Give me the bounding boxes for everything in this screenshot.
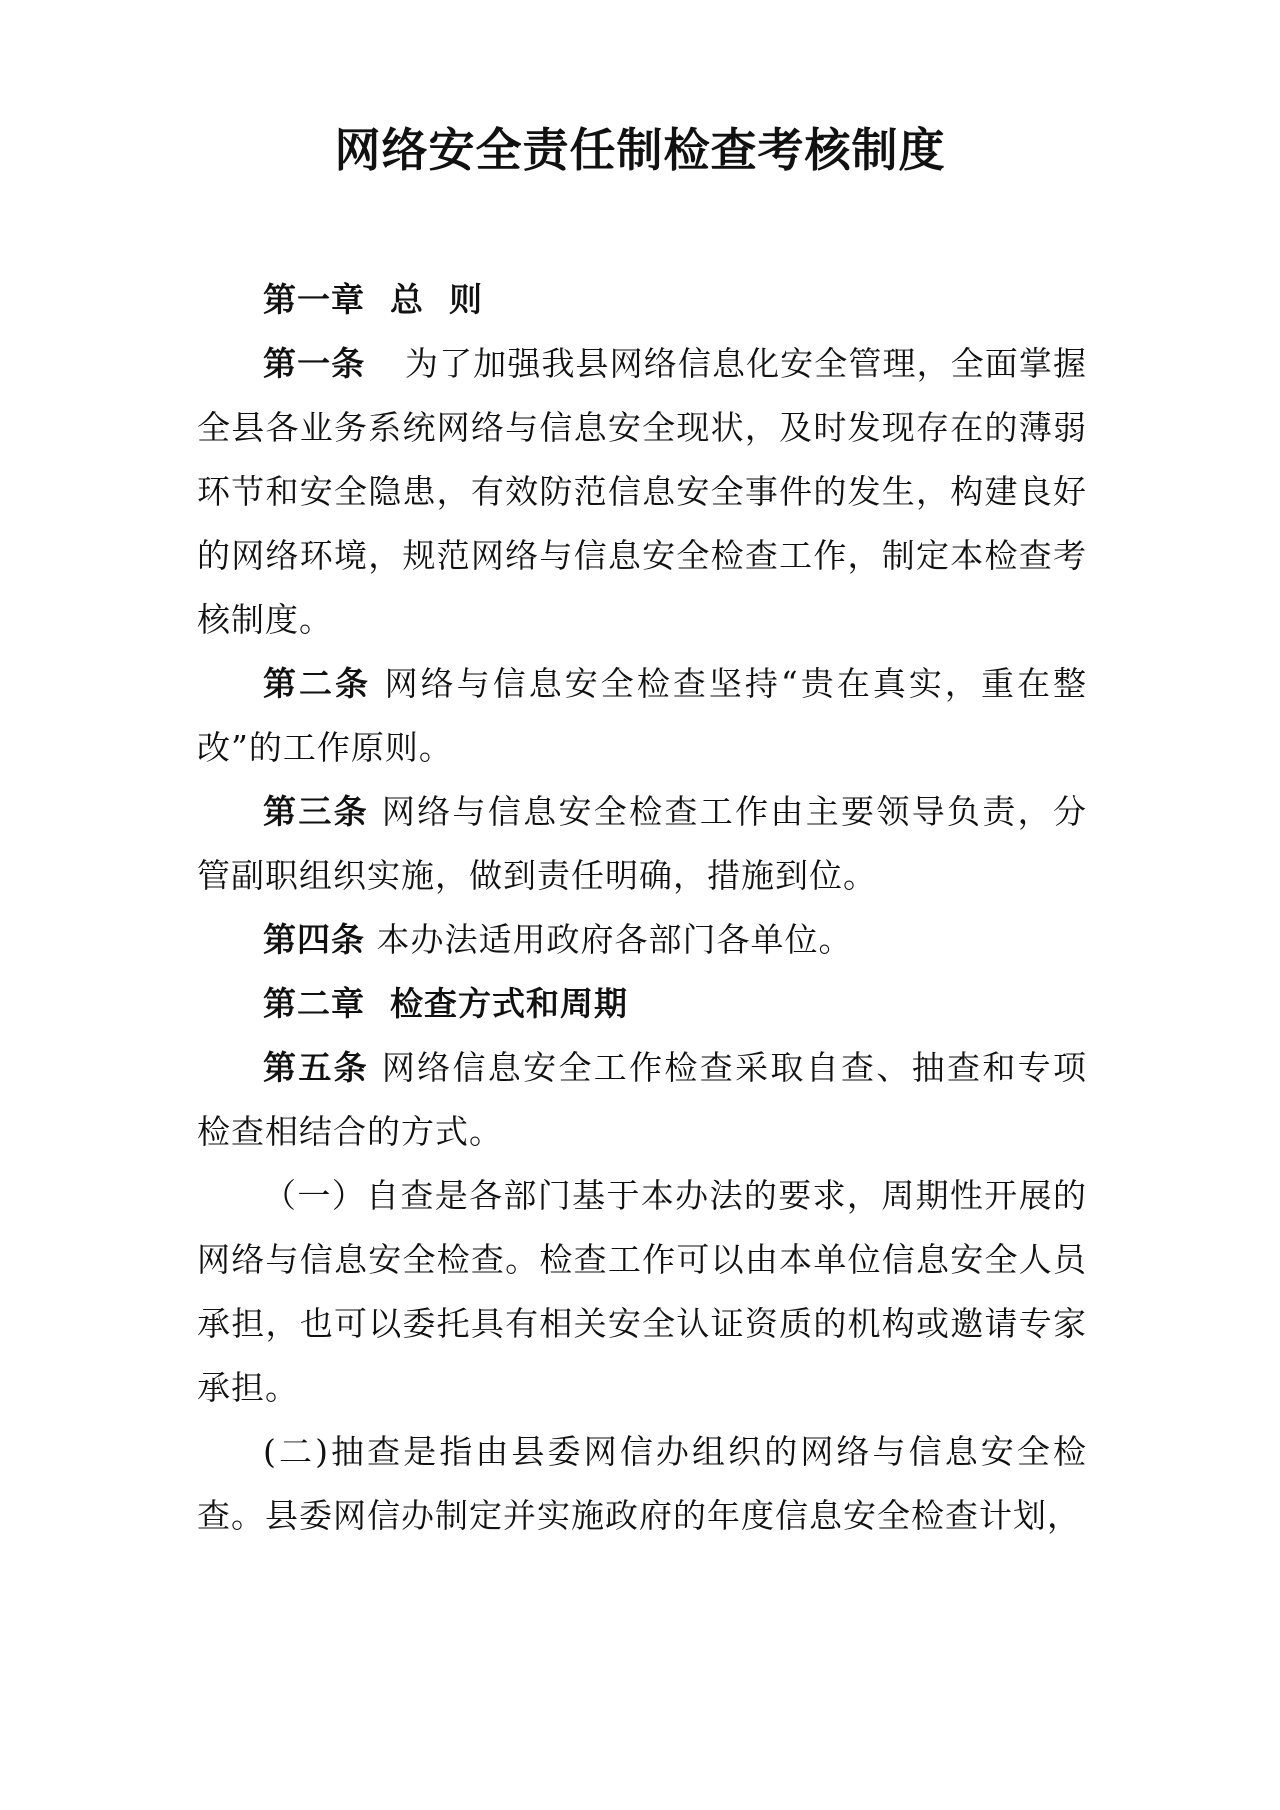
article-5-text: 网络信息安全工作检查采取自查、抽查和专项检查相结合的方式。	[197, 1048, 1088, 1151]
chapter-2-heading: 第二章 检查方式和周期	[263, 984, 628, 1023]
chapter-1-heading: 第一章 总 则	[263, 280, 483, 319]
article-5-label: 第五条	[263, 1048, 369, 1087]
item-2: (二)抽查是指由县委网信办组织的网络与信息安全检查。县委网信办制定并实施政府的年度信息安全检查计划，	[197, 1432, 1087, 1535]
document-body	[197, 268, 1087, 1548]
article-3	[197, 780, 1087, 908]
article-1	[197, 332, 1087, 652]
article-4-text: 本办法适用政府各部门各单位。	[376, 920, 853, 959]
article-5	[197, 1036, 1087, 1164]
document-title: 网络安全责任制检查考核制度	[334, 123, 946, 177]
article-3-label: 第三条	[263, 792, 369, 831]
item-1: （一）自查是各部门基于本办法的要求，周期性开展的网络与信息安全检查。检查工作可以由本单位信息安全人员承担，也可以委托具有相关安全认证资质的机构或邀请专家承担。	[197, 1176, 1087, 1407]
article-2-text: 网络与信息安全检查坚持“贵在真实，重在整改”的工作原则。	[197, 664, 1088, 767]
article-2	[197, 652, 1087, 780]
article-1-label: 第一条	[263, 344, 366, 383]
article-1-text: 为了加强我县网络信息化安全管理，全面掌握全县各业务系统网络与信息安全现状，及时发现存在的薄弱环节和安全隐患，有效防范信息安全事件的发生，构建良好的网络环境，规范网络与信息安全检查工作，制定本检查考核制度。	[197, 344, 1088, 639]
article-4-label: 第四条	[263, 920, 365, 959]
article-4	[197, 908, 1087, 972]
article-2-label: 第二条	[263, 664, 372, 703]
article-3-text: 网络与信息安全检查工作由主要领导负责，分管副职组织实施，做到责任明确，措施到位。	[197, 792, 1088, 895]
